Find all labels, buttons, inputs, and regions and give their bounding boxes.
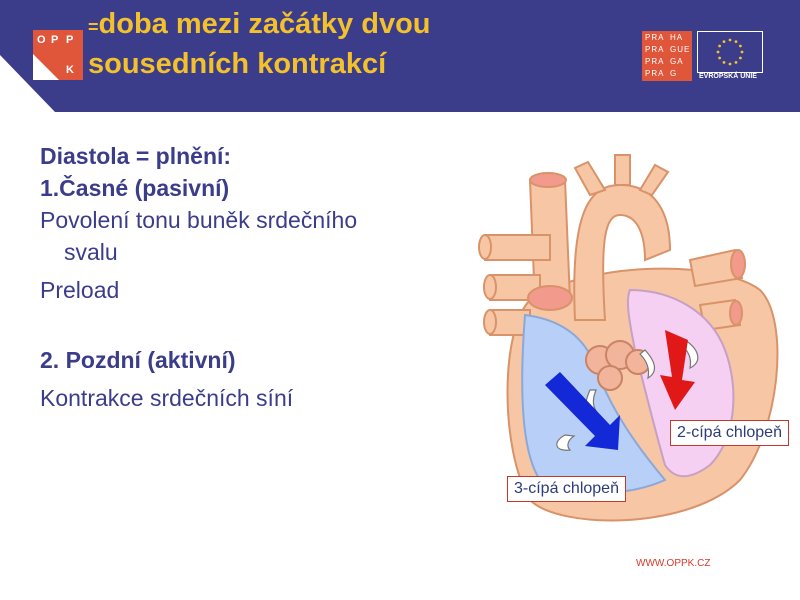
oppk-logo-mark [33,30,83,80]
aorta-branch [640,165,668,195]
text-line: 1.Časné (pasivní) [40,175,230,201]
title-prefix: = [88,17,99,37]
label-tricuspid-valve: 3-cípá chlopeň [507,476,626,502]
title-line-1: doba mezi začátky dvou [98,8,431,40]
aorta-branch [575,162,605,195]
praha-text: PRA [645,69,665,78]
vessel-opening [484,275,496,299]
oppk-letter: O [37,34,46,46]
heart-diagram [470,150,800,530]
vessel-opening [730,301,742,325]
praha-text: PRA [645,45,665,54]
text-line: Preload [40,277,120,303]
praha-logo [642,31,692,81]
vessel-opening [530,173,566,187]
text-line: Povolení tonu buněk srdečního [40,207,358,233]
praha-text: G [670,69,678,78]
praha-text: HA [670,33,684,42]
footer-url[interactable]: WWW.OPPK.CZ [636,558,711,569]
oppk-letter: P [51,34,59,46]
slide-title [88,6,431,83]
text-line: Kontrakce srdečních síní [40,385,294,411]
aorta-branch [615,155,630,185]
title-line-2: sousedních kontrakcí [88,48,387,80]
eu-stars-icon [698,32,762,72]
text-line: 2. Pozdní (aktivní) [40,347,236,373]
eu-logo [697,31,763,81]
eu-flag-icon [697,31,763,73]
oppk-letter: K [66,64,74,76]
oppk-logo [33,30,83,80]
praha-text: GUE [670,45,691,54]
vessel-opening [731,250,745,278]
slide-body [40,140,460,414]
label-bicuspid-valve: 2-cípá chlopeň [670,420,789,446]
eu-label: EVROPSKÁ UNIE [699,73,757,80]
text-line: Diastola = plnění: [40,143,232,169]
praha-text: GA [670,57,684,66]
vessel-opening [484,310,496,334]
praha-text: PRA [645,57,665,66]
oppk-letter: P [66,34,74,46]
praha-text: PRA [645,33,665,42]
text-line [40,306,460,338]
vessel-opening [528,286,572,310]
vessel [485,235,550,260]
vessel-opening [479,235,491,259]
text-line: svalu [64,239,118,265]
